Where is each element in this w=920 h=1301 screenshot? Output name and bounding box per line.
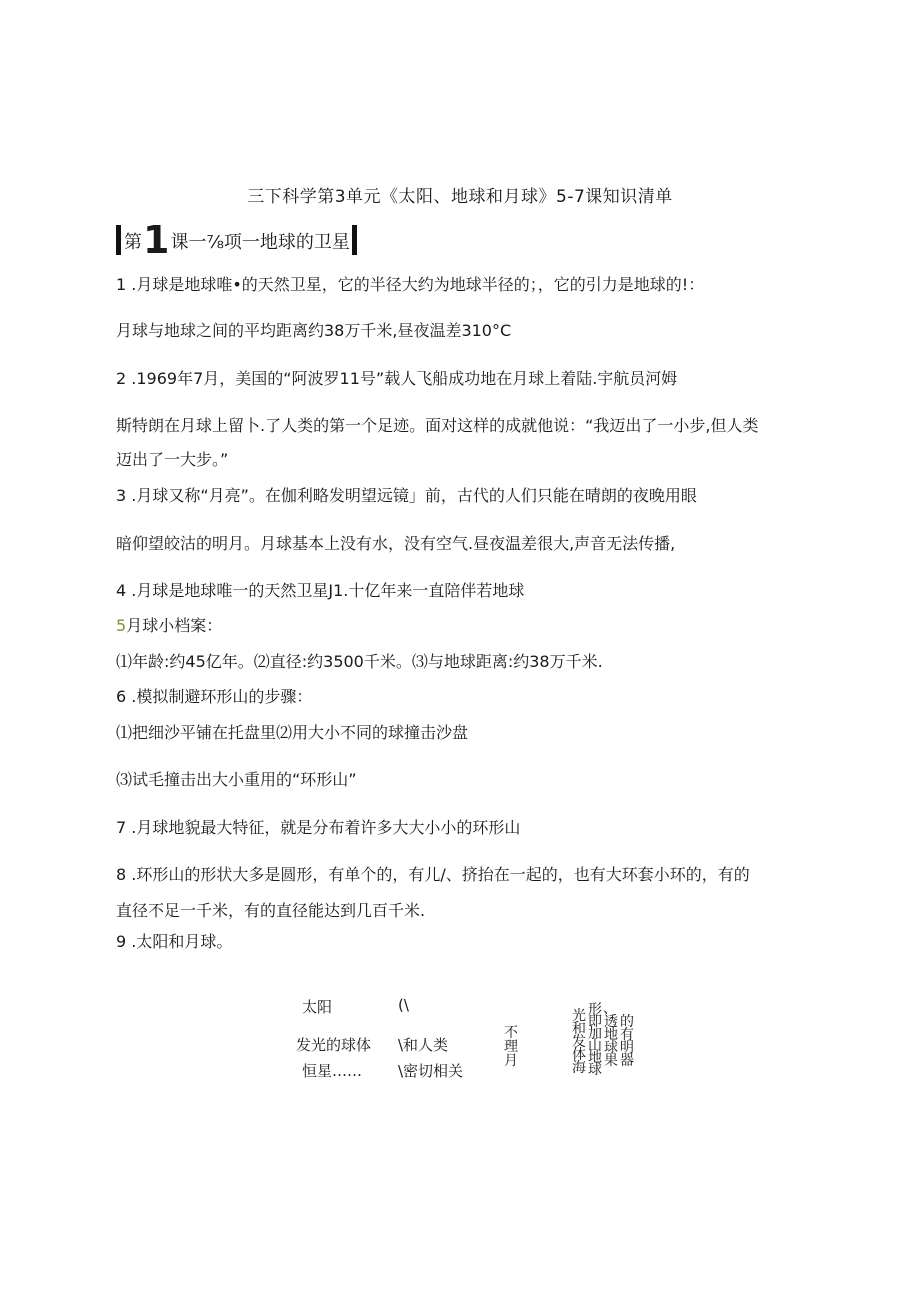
paragraph-9: 9 .太阳和月球。 <box>116 932 233 951</box>
table-cell-luminous-body: 发光的球体 <box>296 1036 372 1054</box>
heading-prefix: 第 <box>124 232 142 253</box>
paragraph-5a: ⑴年龄:约45亿年。⑵直径:约3500千米。⑶与地球距离:约38万千米. <box>116 652 603 671</box>
paragraph-5 <box>116 613 222 636</box>
paragraph-8: 8 .环形山的形状大多是圆形，有单个的，有儿/、挤抬在一起的，也有大环套小环的，有的 <box>116 865 750 884</box>
lesson-heading <box>116 218 357 262</box>
paragraph-8b: 直径不足一千米，有的直径能达到几百千米. <box>116 901 426 920</box>
table-vertical-col-a: 光和发体海 <box>572 1008 586 1076</box>
paragraph-3: 3 .月球又称“月亮”。在伽利略发明望远镜」前，古代的人们只能在晴朗的夜晚用眼 <box>116 486 697 505</box>
paragraph-6a: ⑴把细沙平铺在托盘里⑵用大小不同的球撞击沙盘 <box>116 723 469 742</box>
paragraph-1: 1 .月球是地球唯•的天然卫星，它的半径大约为地球半径的；，它的引力是地球的!： <box>116 275 705 294</box>
paragraph-6b: ⑶试毛撞击出大小重用的“环形山” <box>116 770 357 789</box>
table-cell-star: 恒星…… <box>302 1062 363 1080</box>
table-vertical-col-d: 的有明器 <box>620 1014 634 1069</box>
table-cell-bracket: (\ <box>398 996 409 1014</box>
paragraph-7: 7 .月球地貌最大特征，就是分布着许多大大小小的环形山 <box>116 818 521 837</box>
heading-number: 1 <box>143 218 170 262</box>
paragraph-2: 2 .1969年7月，美国的“阿波罗11号”载人飞船成功地在月球上着陆.宇航员河姆 <box>116 369 678 388</box>
table-col4-mark: 、 <box>603 1001 617 1017</box>
item-5-text: 月球小档案： <box>126 616 223 635</box>
table-cell-with-humans: \和人类 <box>398 1036 449 1054</box>
paragraph-2c: 迈出了一大步。” <box>116 450 229 469</box>
paragraph-1b: 月球与地球之间的平均距离约38万千米,昼夜温差310°C <box>116 321 512 340</box>
heading-right-bar <box>352 225 357 255</box>
item-5-number: 5 <box>116 616 127 635</box>
table-cell-closely-related: \密切相关 <box>398 1062 464 1080</box>
table-vertical-col-c: 透地球果 <box>604 1014 618 1069</box>
paragraph-2b: 斯特朗在月球上留卜.了人类的第一个足迹。面对这样的成就他说：“我迈出了一小步,但人类 <box>116 416 759 435</box>
table-cell-sun: 太阳 <box>302 998 333 1016</box>
paragraph-3b: 暗仰望皎沽的明月。月球基本上没有水，没有空气.昼夜温差很大,声音无法传播, <box>116 534 676 553</box>
paragraph-4: 4 .月球是地球唯一的天然卫星J1.十亿年来一直陪伴若地球 <box>116 581 525 600</box>
table-vertical-moon: 不理月 <box>504 1025 518 1069</box>
paragraph-6: 6 .模拟制避环形山的步骤： <box>116 687 313 706</box>
heading-text: 课一⅞项一地球的卫星 <box>170 232 350 253</box>
heading-left-bar <box>116 225 121 255</box>
page-title: 三下科学第3单元《太阳、地球和月球》5-7课知识清单 <box>247 187 673 207</box>
table-vertical-col-b: 形即加山地球 <box>588 1002 602 1078</box>
